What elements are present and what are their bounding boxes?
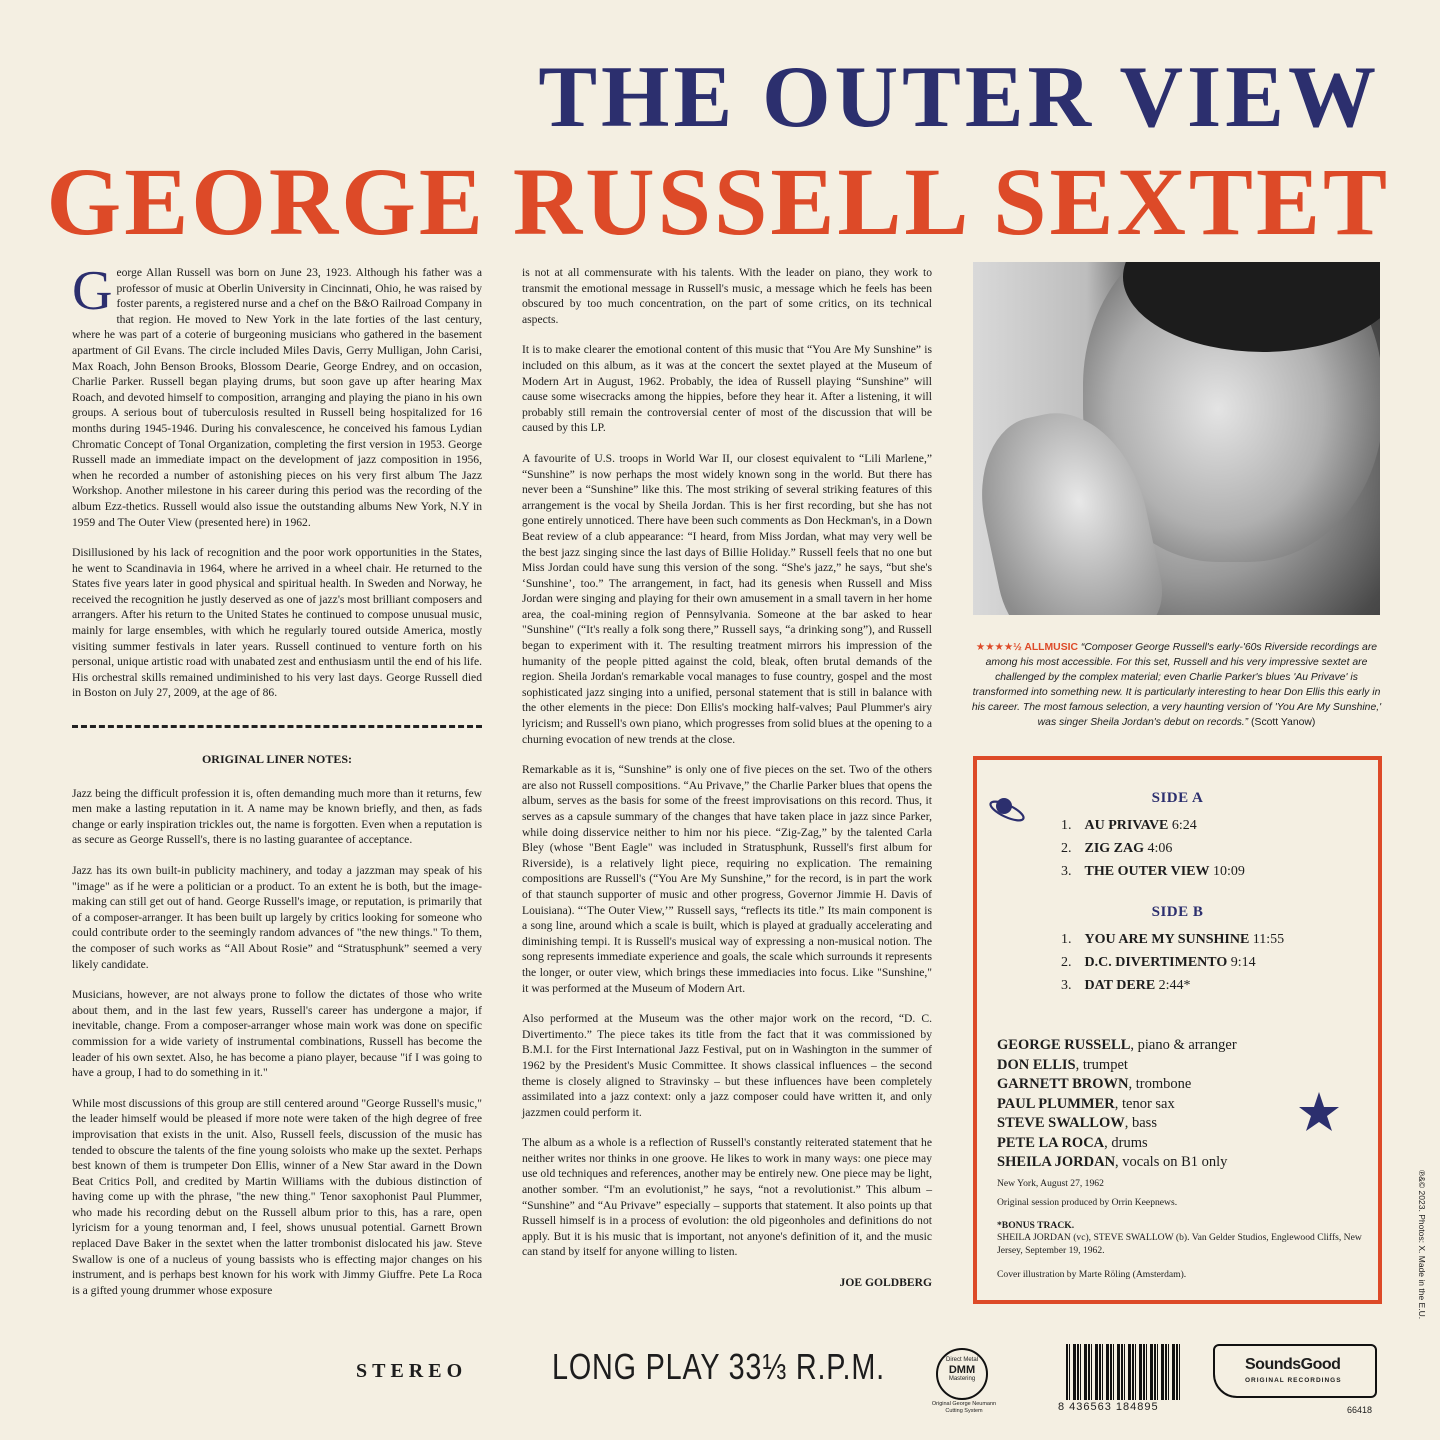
track-a3 <box>1061 860 1245 883</box>
track-b1 <box>1061 928 1284 951</box>
liner-paragraph-10: The album as a whole is a reflection of Russell's constantly reiterated statement that he neither writes nor thinks in one groove. He likes to work in many ways: one piece may use old techniques and references, another may be entirely new. One piece may be light, another somber. “I'm an evolutionist,” he says, “not a revolutionist.” This album – “Sunshine” and “Au Privave” especially – supports that statement. It also points up that Russell himself is in a process of evolution: the old pigeonholes and definitions do not apply. But it is his music that is important, not anyone's definition of it, and the music can stand by itself for anyone willing to listen. <box>522 1136 932 1259</box>
musician-role: , piano & arranger <box>1130 1037 1237 1053</box>
catalog-number: 66418 <box>1347 1405 1373 1415</box>
musician-role: , trumpet <box>1075 1056 1128 1073</box>
musician-role: , tenor sax <box>1114 1095 1175 1112</box>
liner-paragraph-6: It is to make clearer the emotional content of this music that “You Are My Sunshine” is included on this album, as it was at the concert the sextet played at the Museum of Modern Art in August, 1962. Probably, the idea of Russell playing “Sunshine” will cause some wisecracks among the hippies, before they hear it. After a listening, it will probably still remain the controversial center of most of the discussion that will be caused by this LP. <box>522 343 932 435</box>
musician-name: STEVE SWALLOW <box>997 1115 1125 1131</box>
barcode <box>1066 1344 1182 1400</box>
track-a1 <box>1061 814 1245 837</box>
track-number: 2. <box>1061 841 1072 856</box>
personnel-item <box>997 1056 1237 1076</box>
review-text: “Composer George Russell's early-'60s Riverside recordings are among his most accessible. For this set, Russell and his very impressive sextet are challenged by the complex material; even Charlie Parker's blues 'Au Privave' is transformed into something new. It is particularly interesting to hear Don Ellis this early in his career. The most famous selection, a very haunting version of 'You Are My Sunshine,' was singer Sheila Jordan's debut on records.” <box>971 642 1382 728</box>
artist-photo <box>973 262 1380 615</box>
track-number: 2. <box>1061 955 1072 970</box>
album-title: THE OUTER VIEW <box>538 49 1380 146</box>
track-time: 11:55 <box>1252 932 1285 947</box>
allmusic-review <box>968 640 1385 730</box>
barcode-number: 8 436563 184895 <box>1058 1401 1159 1413</box>
label-name: SoundsGood <box>1245 1356 1341 1373</box>
musician-name: PETE LA ROCA <box>997 1134 1105 1151</box>
label-subtitle: ORIGINAL RECORDINGS <box>1245 1377 1342 1384</box>
musician-role: , vocals on B1 only <box>1115 1154 1228 1170</box>
soundsgood-logo <box>1213 1344 1377 1398</box>
dmm-logo <box>936 1348 988 1400</box>
track-time: 6:24 <box>1171 818 1197 833</box>
track-time: 2:44* <box>1158 978 1191 993</box>
legal-notice: ℗&© 2023. Photos: X. Made in the E.U. <box>1417 1170 1427 1320</box>
recording-date: New York, August 27, 1962 <box>997 1178 1104 1189</box>
track-title: YOU ARE MY SUNSHINE <box>1084 932 1250 947</box>
side-a-tracks <box>1061 814 1245 883</box>
cover-credit: Cover illustration by Marte Röling (Amsterdam). <box>997 1269 1187 1280</box>
bonus-heading: *BONUS TRACK. <box>997 1220 1075 1231</box>
liner-paragraph-4: While most discussions of this group are still centered around "George Russell's music," the leader himself would be pleased if more note were taken of the high degree of free improvisation that exists in the unit. Also, Russell feels, discussion of the music has tended to obscure the talents of the fine young soloists who make up the sextet. Perhaps best known of them is trumpeter Don Ellis, winner of a New Star award in the Down Beat Critics Poll, and credited by Martin Williams with the dubious distinction of having come up with the phrase, "the new thing." Tenor saxophonist Paul Plummer, who made his recording debut on the Russell album prior to this, has a rare, open lyricism for a young tenorman and, I feel, shows unusual potential. Garnett Brown replaced Dave Baker in the sextet when the latter trombonist dislocated his jaw. Steve Swallow is one of a nucleus of young bassists who is effecting major changes on his instrument, and is perhaps best known for his work with Jimmy Giuffre. Pete La Roca is a gifted young drummer whose exposure <box>72 1096 482 1297</box>
star-icon <box>1297 1090 1341 1134</box>
track-number: 1. <box>1061 932 1072 947</box>
dmm-caption: Original George Neumann Cutting System <box>931 1401 997 1414</box>
musician-name: GEORGE RUSSELL <box>997 1037 1131 1053</box>
musician-role: , trombone <box>1128 1076 1192 1092</box>
musician-role: , drums <box>1104 1134 1148 1151</box>
personnel-item <box>997 1036 1237 1056</box>
musician-name: GARNETT BROWN <box>997 1076 1129 1092</box>
liner-paragraph-1: Jazz being the difficult profession it is, often demanding much more than it returns, few men make a lasting reputation in it. A name may be known briefly, and then, as fads change or early inspiration trickles out, the name is forgotten. Even when a reputation is as secure as George Russell's, there is no lasting guarantee of acceptance. <box>72 786 482 847</box>
track-time: 4:06 <box>1147 841 1173 856</box>
producer-credit: Original session produced by Orrin Keepnews. <box>997 1197 1178 1208</box>
middle-column <box>522 265 932 1291</box>
track-a2 <box>1061 837 1245 860</box>
liner-signature: JOE GOLDBERG <box>839 1276 932 1290</box>
bio-paragraph <box>72 260 482 530</box>
side-a-heading: SIDE A <box>1151 790 1204 806</box>
dmm-bottom-text: Mastering <box>948 1376 976 1382</box>
personnel-item <box>997 1114 1237 1134</box>
review-rating: ★★★★½ ALLMUSIC <box>975 642 1079 653</box>
dmm-big-text: DMM <box>948 1364 976 1376</box>
left-column <box>72 260 482 1313</box>
track-number: 1. <box>1061 818 1072 833</box>
personnel-item <box>997 1095 1237 1115</box>
liner-paragraph-9: Also performed at the Museum was the other major work on the record, “D. C. Divertimento.” The piece takes its title from the fact that it was commissioned by B.M.I. for the First International Jazz Festival, put on in Washington in the summer of 1962 by the President's Music Committee. It shows classical influences – the second theme is closely aligned to Stravinsky – but these influences have been completely assimilated into a jazz context: only a jazz composer could have written it, and only jazzmen could perform it. <box>522 1012 932 1119</box>
track-title: AU PRIVAVE <box>1084 818 1169 833</box>
personnel-list <box>997 1036 1237 1173</box>
long-play-label: LONG PLAY 33⅓ R.P.M. <box>552 1346 885 1387</box>
bio-text-1: eorge Allan Russell was born on June 23, 1923. Although his father was a professor of music at Oberlin University in Cincinnati, Ohio, he was raised by foster parents, a registered nurse and a chef on the B&O Railroad Company in that region. He moved to New York in the late forties of the last century, where he was part of a coterie of burgeoning musicians who gathered in the basement apartment of Gil Evans. The circle included Miles Davis, Gerry Mulligan, John Carisi, Max Roach, John Benson Brooks, Blossom Dearie, George Endrey, and on occasion, Charlie Parker. Russell began playing drums, but soon gave up after hearing Max Roach, and devoted himself to composition, arranging and playing the piano in his own groups. A serious bout of tuberculosis resulted in Russell being hospitalized for 16 months during 1945-1946. During his convalescence, he conceived his famous Lydian Chromatic Concept of Tonal Organization, completing the first version in 1953. George Russell made an immediate impact on the development of jazz composition in 1956, when he recorded a number of astonishing pieces on his very first album The Jazz Workshop. Another milestone in his career during this period was the recording of the album Ezz-thetics. Russell would also issue the outstanding albums New York, N.Y in 1959 and The Outer View (presented here) in 1962. <box>72 266 482 529</box>
personnel-item <box>997 1153 1237 1173</box>
dashed-divider <box>72 725 482 728</box>
personnel-item <box>997 1075 1237 1095</box>
review-author: (Scott Yanow) <box>1251 717 1316 728</box>
track-number: 3. <box>1061 978 1072 993</box>
artist-name: GEORGE RUSSELL SEXTET <box>46 148 1390 255</box>
musician-role: , bass <box>1124 1115 1157 1131</box>
track-title: THE OUTER VIEW <box>1084 864 1210 879</box>
liner-paragraph-5: is not at all commensurate with his talents. With the leader on piano, they work to transmit the emotional message in Russell's music, a message which he feels has been obscured by too much concentration, on the part of some critics, on its technical aspects. <box>522 266 932 326</box>
side-b-heading: SIDE B <box>1151 904 1204 920</box>
musician-name: PAUL PLUMMER <box>997 1095 1115 1112</box>
bonus-text: SHEILA JORDAN (vc), STEVE SWALLOW (b). Van Gelder Studios, Englewood Cliffs, New Jersey, September 19, 1962. <box>997 1232 1362 1256</box>
track-time: 10:09 <box>1213 864 1245 879</box>
bio-paragraph-2: Disillusioned by his lack of recognition and the poor work opportunities in the States, he went to Scandinavia in 1964, where he arrived in a wheel chair. He returned to the States five years later in good physical and spiritual health. In Sweden and Norway, he received the recognition he justly deserved as one of jazz's most brilliant composers and arrangers. After his return to the United States he continued to compose unusual music, mainly for large ensembles, with which he regularly toured outside America, mostly visiting summer festivals in later years. Russell continued to venture forth on his personal, unique artistic road with unabated zest and enthusiasm until the end of his life. His orchestral skills remained undiminished to his very last days. George Russell died in Boston on July 27, 2009, at the age of 86. <box>72 546 482 700</box>
drop-cap: G <box>72 260 113 322</box>
track-number: 3. <box>1061 864 1072 879</box>
track-title: D.C. DIVERTIMENTO <box>1084 955 1228 970</box>
track-b2 <box>1061 951 1284 974</box>
liner-paragraph-7: A favourite of U.S. troops in World War II, our closest equivalent to “Lili Marlene,” “Sunshine” is now perhaps the most widely known song in the world. But there has never been a “Sunshine” like this. The most striking of several striking features of this arrangement is the vocal by Sheila Jordan. This is her first recording, but she has not gone entirely unnoticed. There have been such comments as Don Heckman's, in a Down Beat review of a club appearance: “I heard, from Miss Jordan, what may very well be the best jazz singing since the last days of Billie Holiday.” Russell feels that no one but Miss Jordan could have sung this version of the song. “She's jazz,” he says, “but she's ‘Sunshine’, too.” The arrangement, in fact, had its genesis when Russell and Miss Jordan were singing and playing for their own amusement in a small tavern in her home area, the coal-mining region of Pennsylvania. Someone at the bar asked to hear "Sunshine" (“It's really a folk song there,” Russell says, “a drinking song”), and Russell began to experiment with it. The resulting treatment mirrors his impression of the humanity of the people pitted against the cold, bleak, often brutal demands of the region. Sheila Jordan's remarkable vocal manages to fuse country, gospel and the most sophisticated jazz singing into a unified, personal statement that is still in balance with the other elements in the piece: Don Ellis's mocking half-valves; Paul Plummer's airy lyricism; and Russell's own piano, which progresses from solid blues at the opening to a churning evocation of new trends at the close. <box>522 451 932 746</box>
dmm-top-text: Direct Metal <box>945 1357 978 1363</box>
track-title: ZIG ZAG <box>1084 841 1145 856</box>
tracklist-box <box>973 756 1382 1304</box>
track-time: 9:14 <box>1230 955 1256 970</box>
liner-paragraph-2: Jazz has its own built-in publicity machinery, and today a jazzman may speak of his "image" as if he were a politician or a product. To an extent he is both, but the image-making can still get out of hand. George Russell's image, or reputation, is primarily that of a composer-arranger. It has been built up largely by critics looking for someone who could contribute order to the seemingly random advances of "the new things." To them, the composer of such works as “All About Rosie” and “Stratusphunk” seemed a very likely candidate. <box>72 864 482 971</box>
liner-paragraph-8: Remarkable as it is, “Sunshine” is only one of five pieces on the set. Two of the others are also not Russell compositions. “Au Privave,” the Charlie Parker blues that opens the album, serves as the basis for some of the freest improvisations on this record. Thus, it serves as a capsule summary of the changes that have taken place in jazz since Parker, while doing disservice neither to him nor his piece. “Zig-Zag,” by the talented Carla Bley (whose "Bent Eagle" was included in Stratusphunk, Russell's first album for Riverside), is a relatively light piece, requiring no explication. The remaining compositions are Russell's (“You Are My Sunshine,” for the record, is in part the work of that staunch supporter of music and other progress, Governor Jimmie H. Davis of Louisiana). “‘The Outer View,’” Russell says, “reflects its title.” Its main component is a song line, around which a scale is built, which is played at gradually accelerating and diminishing tempi. It is Russell's musical way of expressing a non-musical notion. The song represents immediate experience and goals, the scale which surrounds it represents the longer, or outer view, which brings these immediacies into focus. Like "Sunshine," it was performed at the Museum of Modern Art. <box>522 763 932 995</box>
musician-name: DON ELLIS <box>997 1056 1076 1073</box>
track-b3 <box>1061 974 1284 997</box>
musician-name: SHEILA JORDAN <box>997 1154 1116 1170</box>
personnel-item <box>997 1134 1237 1154</box>
liner-paragraph-3: Musicians, however, are not always prone to follow the dictates of those who write about them, and in the last few years, Russell's career has undergone a major, if inevitable, change. From a composer-arranger whose main work was done on specific commission for a wide variety of instrumental combinations, Russell has become the leader of his own sextet. Also, he has become a piano player, because "if I was going to have a group, I had to do something in it." <box>72 988 482 1080</box>
liner-notes-heading: ORIGINAL LINER NOTES: <box>201 752 353 767</box>
side-b-tracks <box>1061 928 1284 997</box>
track-title: DAT DERE <box>1084 978 1156 993</box>
stereo-label: STEREO <box>356 1360 468 1382</box>
